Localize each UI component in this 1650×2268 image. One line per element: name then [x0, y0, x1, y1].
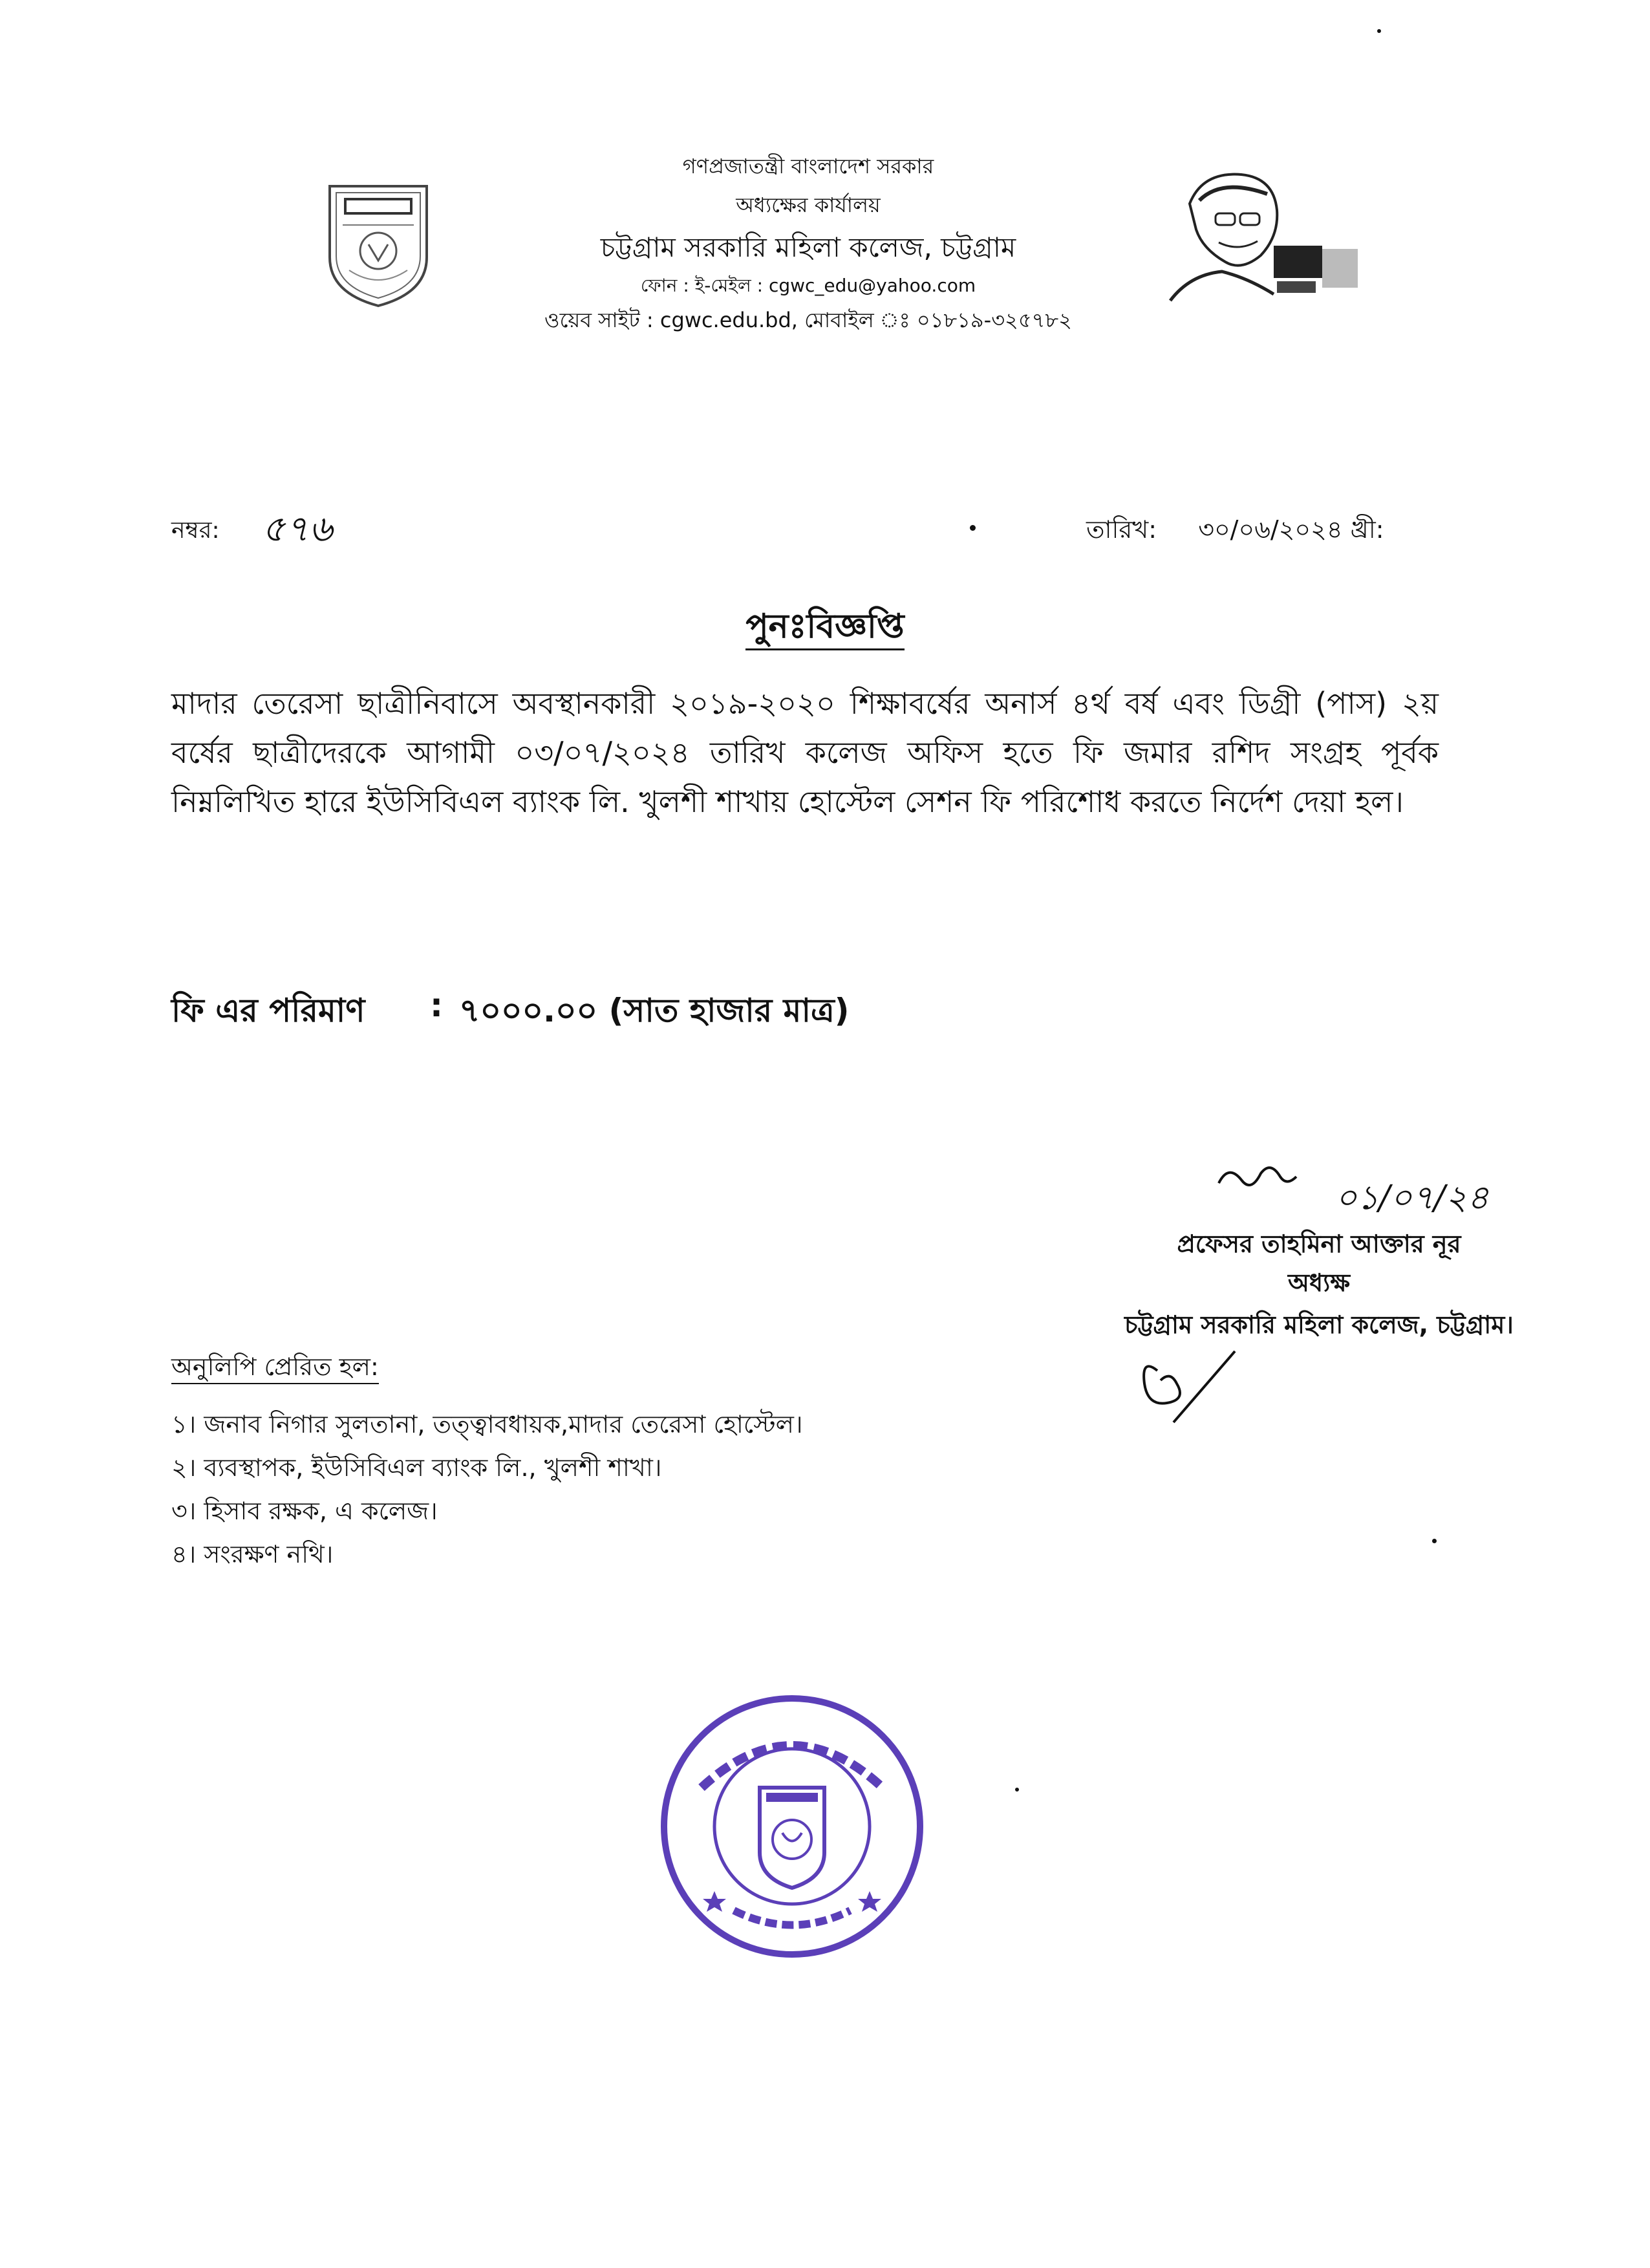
reference-number: ৫৭৬: [262, 508, 333, 550]
website-line: ওয়েব সাইট : cgwc.edu.bd, মোবাইল ঃ ০১৮১৯-৩২৫৭৮২: [544, 308, 1072, 332]
speck-dot: [1377, 29, 1381, 33]
contact-line: ফোন : ই-মেইল : cgwc_edu@yahoo.com: [640, 275, 976, 296]
office-header: অধ্যক্ষের কার্যালয়: [736, 193, 881, 217]
fee-amount: ৭০০০.০০ (সাত হাজার মাত্র): [459, 992, 850, 1029]
official-seal: [656, 1691, 928, 1962]
notice-body: মাদার তেরেসা ছাত্রীনিবাসে অবস্থানকারী ২০১৯-২০২০ শিক্ষাবর্ষের অনার্স ৪র্থ বর্ষ এবং ডিগ্রী (পাস) ২য় বর্ষের ছাত্রীদেরকে আগামী ০৩/০৭/২০২৪ তারিখ কলেজ অফিস হতে ফি জমার রশিদ সংগ্রহ পূর্বক নিম্নলিখিত হারে ইউসিবিএল ব্যাংক লি. খুলশী শাখায় হোস্টেল সেশন ফি পরিশোধ করতে নির্দেশ দেয়া হল।: [171, 686, 1439, 819]
govt-header: গণপ্রজাতন্ত্রী বাংলাদেশ সরকার: [682, 154, 934, 178]
speck-dot: [970, 525, 976, 531]
speck-dot: [1015, 1788, 1019, 1792]
fee-colon: :: [430, 987, 443, 1024]
date-row: [1086, 511, 1384, 552]
date-label: তারিখ:: [1086, 515, 1157, 544]
signatory-name: প্রফেসর তাহমিনা আক্তার নূর: [1177, 1230, 1461, 1258]
handwritten-signature: [1138, 1345, 1241, 1429]
list-item: ২। ব্যবস্থাপক, ইউসিবিএল ব্যাংক লি., খুলশী শাখা।: [171, 1453, 662, 1482]
college-name: চট্টগ্রাম সরকারি মহিলা কলেজ, চট্টগ্রাম: [600, 231, 1016, 263]
speck-dot: [1432, 1539, 1437, 1543]
signatory-title: অধ্যক্ষ: [1287, 1268, 1350, 1297]
copies-heading: অনুলিপি প্রেরিত হল:: [171, 1348, 379, 1389]
list-item: ৩। হিসাব রক্ষক, এ কলেজ।: [171, 1497, 438, 1525]
fee-label: ফি এর পরিমাণ: [171, 992, 365, 1029]
signatory-org: চট্টগ্রাম সরকারি মহিলা কলেজ, চট্টগ্রাম।: [1124, 1311, 1514, 1339]
copies-list: [171, 1403, 803, 1576]
mujib-centenary-logo: [1164, 165, 1361, 304]
date-value: ৩০/০৬/২০২৪ খ্রী:: [1198, 515, 1384, 544]
reference-label: নম্বর:: [171, 517, 220, 544]
handwritten-date: ০১/০৭/২৪: [1335, 1179, 1489, 1217]
list-item: ৪। সংরক্ষণ নথি।: [171, 1540, 334, 1568]
signature-initials: [1216, 1157, 1345, 1196]
notice-title: পুনঃবিজ্ঞপ্তি: [0, 600, 1650, 656]
list-item: ১। জনাব নিগার সুলতানা, তত্ত্বাবধায়ক,মাদার তেরেসা হোস্টেল।: [171, 1410, 803, 1439]
college-logo: [323, 180, 433, 309]
